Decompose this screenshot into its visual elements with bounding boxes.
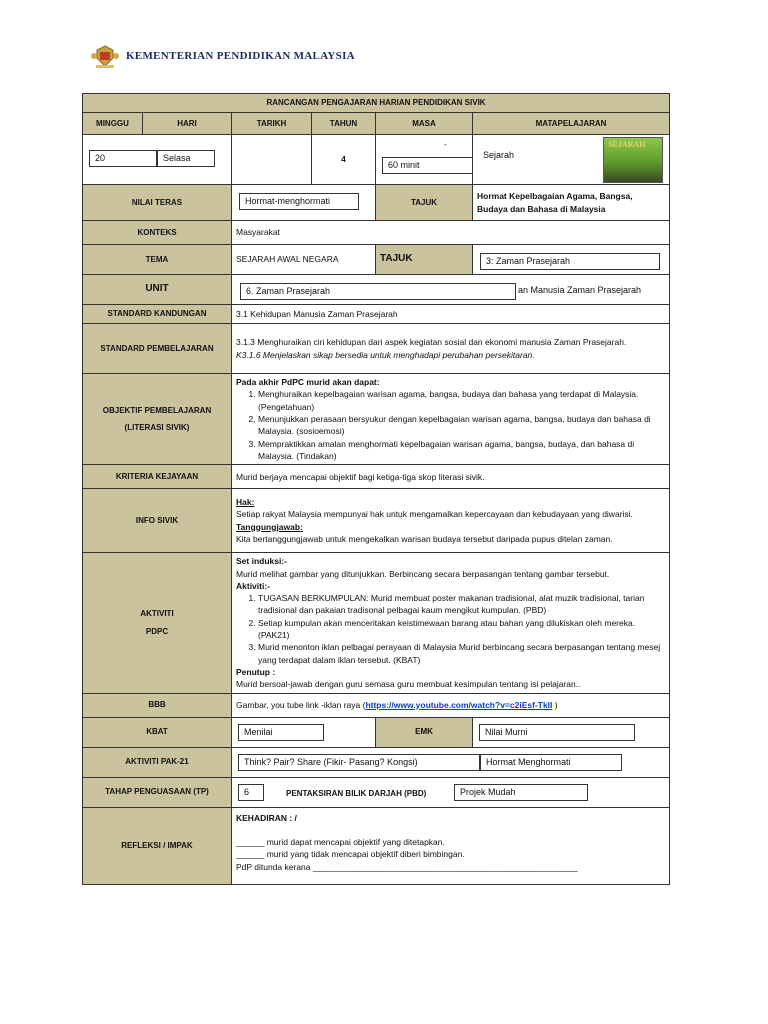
objektif-label-1: OBJEKTIF PEMBELAJARAN <box>102 405 212 415</box>
unit-field[interactable]: 6. Zaman Prasejarah <box>240 283 516 300</box>
aktiviti-item: 3. Murid menonton iklan pelbagai perayaan di Malaysia Murid berbincang secara berpasangan tentang mesej yang terdapat dalam iklan tersebut. (KBAT) <box>258 641 665 666</box>
masa-cell <box>376 135 473 185</box>
tahap-field[interactable]: 6 <box>238 784 264 801</box>
kriteria-value: Murid berjaya mencapai objektif bagi ketiga-tiga skop literasi sivik. <box>232 465 670 489</box>
emk-field[interactable]: Nilai Murni <box>479 724 635 741</box>
standard-pembelajaran-cell <box>232 324 670 374</box>
hari-field[interactable]: Selasa <box>157 150 215 167</box>
tema-tajuk-label: TAJUK <box>376 245 473 275</box>
tajuk-label: TAJUK <box>376 185 473 221</box>
matapelajaran-cell <box>473 135 670 185</box>
refleksi-cell <box>232 807 670 884</box>
tema-tajuk-field[interactable]: 3: Zaman Prasejarah <box>480 253 660 270</box>
penutup-text: Murid bersoal-jawab dengan guru semasa guru membuat kesimpulan tentang isi pelajaran.. <box>236 679 581 690</box>
nilai-teras-cell <box>232 185 376 221</box>
info-sivik-label: INFO SIVIK <box>83 489 232 553</box>
tema-label: TEMA <box>83 245 232 275</box>
standard-pembelajaran-label: STANDARD PEMBELAJARAN <box>83 324 232 374</box>
pbd-label: PENTAKSIRAN BILIK DARJAH (PBD) <box>286 788 427 798</box>
konteks-value: Masyarakat <box>232 221 670 245</box>
emk-cell <box>473 717 670 747</box>
objektif-item: 1. Menghuraikan kepelbagaian warisan agama, bangsa, budaya dan bahasa yang terdapat di Malaysia. (Pengetahuan) <box>258 388 665 413</box>
kbat-field[interactable]: Menilai <box>238 724 324 741</box>
bbb-suffix: ) <box>552 699 558 710</box>
aktiviti-label-2: PDPC <box>145 626 169 636</box>
info-sivik-cell <box>232 489 670 553</box>
aktiviti-item: 1. TUGASAN BERKUMPULAN: Murid membuat poster makanan tradisional, alat muzik tradisional, tarian tradisional dan pakaian tradisonal pelbagai kaum mengikut kumpulan. (PBD) <box>258 592 665 617</box>
ministry-title: KEMENTERIAN PENDIDIKAN MALAYSIA <box>126 50 355 62</box>
col-tarikh: TARIKH <box>232 113 312 135</box>
masa-field[interactable]: 60 minit <box>382 157 473 174</box>
minggu-hari-cell <box>83 135 232 185</box>
standard-pembelajaran-line1: 3.1.3 Menghuraikan ciri kehidupan dari aspek kegiatan sosial dan ekonomi manusia Zaman Prasejarah. <box>236 337 627 348</box>
tahun-value: 4 <box>312 135 376 185</box>
refleksi-line1: ______ murid dapat mencapai objektif yang ditetapkan. <box>236 836 445 847</box>
kriteria-label: KRITERIA KEJAYAAN <box>83 465 232 489</box>
aktiviti-title: Aktiviti:- <box>236 580 270 591</box>
standard-pembelajaran-line2: K3.1.6 Menjelaskan sikap bersedia untuk menghadapi perubahan persekitaran. <box>236 349 535 360</box>
col-tahun: TAHUN <box>312 113 376 135</box>
tema-value: SEJARAH AWAL NEGARA <box>232 245 376 275</box>
sejarah-book-image: SEJARAH <box>603 137 663 183</box>
tema-tajuk-cell <box>473 245 670 275</box>
bbb-cell <box>232 693 670 717</box>
unit-cell <box>232 275 670 305</box>
minggu-field[interactable]: 20 <box>89 150 157 167</box>
aktiviti-item: 2. Setiap kumpulan akan menceritakan keistimewaan barang atau bahan yang dilukiskan oleh mereka. (PAK21) <box>258 617 665 642</box>
hak-title: Hak: <box>236 497 255 508</box>
col-minggu: MINGGU <box>83 113 143 135</box>
plan-title: RANCANGAN PENGAJARAN HARIAN PENDIDIKAN SIVIK <box>83 94 670 113</box>
bbb-youtube-link[interactable]: https://www.youtube.com/watch?v=c2iEsf-TkII <box>365 699 553 710</box>
objektif-intro: Pada akhir PdPC murid akan dapat: <box>236 377 380 387</box>
kehadiran-text: KEHADIRAN : / <box>236 812 297 823</box>
col-masa: MASA <box>376 113 473 135</box>
set-induksi-text: Murid melihat gambar yang ditunjukkan. Berbincang secara berpasangan tentang gambar tersebut. <box>236 568 610 579</box>
objektif-cell <box>232 374 670 465</box>
lesson-plan-table <box>82 93 670 885</box>
pak21-label: AKTIVITI PAK-21 <box>83 747 232 777</box>
tahap-cell <box>232 777 670 807</box>
unit-overflow-text: an Manusia Zaman Prasejarah <box>518 285 642 295</box>
aktiviti-label-1: AKTIVITI <box>140 609 174 619</box>
konteks-label: KONTEKS <box>83 221 232 245</box>
penutup-title: Penutup : <box>236 667 276 677</box>
tanggungjawab-title: Tanggungjawab: <box>236 521 303 532</box>
tajuk-value: Hormat Kepelbagaian Agama, Bangsa, Budaya dan Bahasa di Malaysia <box>473 185 670 221</box>
refleksi-label: REFLEKSI / IMPAK <box>83 807 232 884</box>
kbat-cell <box>232 717 376 747</box>
pbd-field[interactable]: Projek Mudah <box>454 784 588 801</box>
unit-label: UNIT <box>83 275 232 305</box>
matapelajaran-value: Sejarah <box>483 150 515 160</box>
refleksi-line2: ______ murid yang tidak mencapai objektif diberi bimbingan. <box>236 849 465 860</box>
set-induksi-title: Set induksi:- <box>236 556 288 567</box>
objektif-label <box>83 374 232 465</box>
tarikh-field[interactable] <box>232 135 312 185</box>
pak21-field[interactable]: Think? Pair? Share (Fikir- Pasang? Kongsi) <box>238 754 480 771</box>
objektif-item: 3. Mempraktikkan amalan menghormati kepelbagaian warisan agama, bangsa, budaya, dan bahasa di Malaysia. (Tindakan) <box>258 438 665 463</box>
aktiviti-label <box>83 553 232 693</box>
tanggungjawab-text: Kita bertanggungjawab untuk mengekalkan warisan budaya tersebut daripada pupus ditelan zaman. <box>236 534 613 544</box>
col-hari: HARI <box>143 113 232 135</box>
bbb-label: BBB <box>83 693 232 717</box>
nilai-teras-field[interactable]: Hormat-menghormati <box>239 193 359 210</box>
emk-label: EMK <box>376 717 473 747</box>
pak21-cell <box>232 747 670 777</box>
aktiviti-cell <box>232 553 670 693</box>
ministry-crest-icon <box>90 44 120 70</box>
refleksi-line3: PdP ditunda kerana ________________________________________________________ <box>236 861 578 872</box>
nilai-teras-label: NILAI TERAS <box>83 185 232 221</box>
standard-kandungan-label: STANDARD KANDUNGAN <box>83 305 232 324</box>
standard-kandungan-value: 3.1 Kehidupan Manusia Zaman Prasejarah <box>232 305 670 324</box>
objektif-item: 2. Menunjukkan perasaan bersyukur dengan kepelbagaian warisan agama, bangsa, budaya dan bahasa di Malaysia. (sosioemosi) <box>258 413 665 438</box>
pak21-value2-field[interactable]: Hormat Menghormati <box>480 754 622 771</box>
objektif-label-2: (LITERASI SIVIK) <box>124 423 190 433</box>
tahap-label: TAHAP PENGUASAAN (TP) <box>83 777 232 807</box>
bbb-prefix: Gambar, you tube link -iklan raya ( <box>236 699 366 710</box>
col-matapelajaran: MATAPELAJARAN <box>473 113 670 135</box>
masa-dash: - <box>444 140 447 149</box>
hak-text: Setiap rakyat Malaysia mempunyai hak untuk mengamalkan kepercayaan dan kebudayaan yang diwarisi. <box>236 509 633 520</box>
kbat-label: KBAT <box>83 717 232 747</box>
